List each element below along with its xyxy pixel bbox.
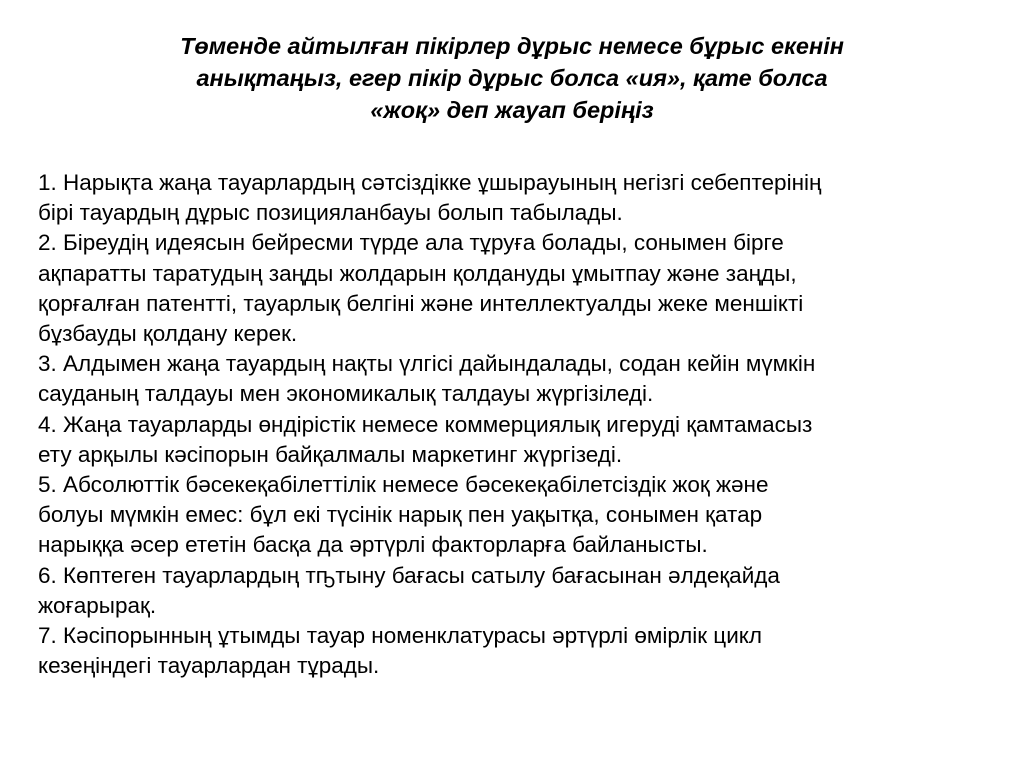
- statement-1-line-1: 1. Нарықта жаңа тауарлардың сәтсіздікке ұшырауының негізгі себептерінің: [38, 170, 822, 195]
- statement-4-line-2: ету арқылы кәсіпорын байқалмалы маркетинг жүргізеді.: [38, 441, 623, 467]
- statement-5-line-2: болуы мүмкін емес: бұл екі түсінік нарық пен уақытқа, сонымен қатар: [38, 502, 763, 528]
- statements-list: [38, 168, 998, 681]
- title-line: Төменде айтылған пікірлер дұрыс немесе бұрыс екенін: [180, 33, 844, 59]
- statement-4-line-1: 4. Жаңа тауарларды өндірістік немесе коммерциялық игеруді қамтамасыз: [38, 411, 813, 437]
- statement-3-line-1: 3. Алдымен жаңа тауардың нақты үлгісі дайындалады, содан кейін мүмкін: [38, 351, 816, 377]
- statement-2-line-1: 2. Біреудің идеясын бейресми түрде ала тұруға болады, сонымен бірге: [38, 230, 784, 256]
- statement-7-line-2: кезеңіндегі тауарлардан тұрады.: [38, 653, 380, 679]
- statement-2-line-2: ақпаратты таратудың заңды жолдарын қолдануды ұмытпау және заңды,: [38, 260, 797, 286]
- statement-2-line-4: бұзбауды қолдану керек.: [38, 321, 298, 347]
- statement-1-line-2: бірі тауардың дұрыс позицияланбауы болып табылады.: [38, 200, 623, 226]
- statement-6-line-2: жоғарырақ.: [38, 592, 157, 618]
- statement-5-line-1: 5. Абсолюттік бәсекеқабілеттілік немесе бәсекеқабілетсіздік жоқ және: [38, 472, 769, 498]
- statement-3-line-2: сауданың талдауы мен экономикалық талдауы жүргізіледі.: [38, 381, 654, 407]
- statement-5-line-3: нарыққа әсер ететін басқа да әртүрлі факторларға байланысты.: [38, 532, 708, 558]
- slide-title: [90, 30, 934, 126]
- statement-6-line-1: 6. Көптеген тауарлардың тҧтыну бағасы сатылу бағасынан әлдеқайда: [38, 562, 780, 588]
- title-line: анықтаңыз, егер пікір дұрыс болса «ия», қате болса: [196, 65, 828, 91]
- title-line: «жоқ» деп жауап беріңіз: [370, 97, 654, 123]
- statement-2-line-3: қорғалған патентті, тауарлық белгіні және интеллектуалды жеке меншікті: [38, 290, 804, 316]
- statement-7-line-1: 7. Кәсіпорынның ұтымды тауар номенклатурасы әртүрлі өмірлік цикл: [38, 623, 762, 649]
